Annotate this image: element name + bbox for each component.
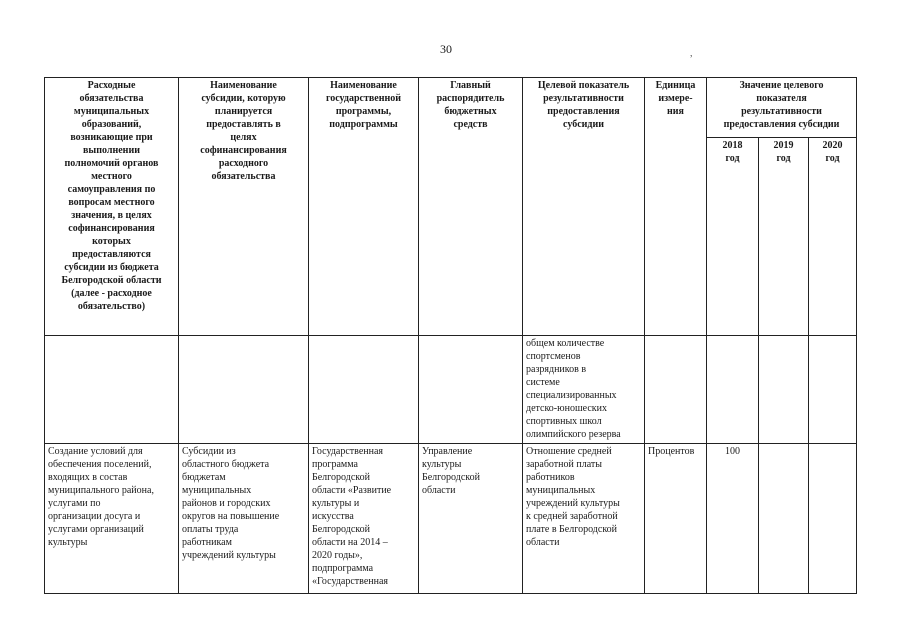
cell-administrator — [419, 336, 523, 444]
table-row — [45, 444, 857, 594]
header-target-indicator: Целевой показатель результативности предоставления субсидии — [523, 78, 645, 336]
page-number: 30 — [440, 42, 452, 56]
cell-2019 — [759, 444, 809, 594]
cell-2020 — [809, 336, 857, 444]
header-subsidy-name: Наименование субсидии, которую планируется предоставлять в целях софинансирования расходного обязательства — [179, 78, 309, 336]
cell-program — [309, 336, 419, 444]
header-budget-administrator: Главный распорядитель бюджетных средств — [419, 78, 523, 336]
cell-unit — [645, 336, 707, 444]
subsidy-table — [44, 77, 857, 594]
header-program-name: Наименование государственной программы, подпрограммы — [309, 78, 419, 336]
header-year-2019: 2019 год — [759, 138, 809, 336]
header-year-2020: 2020 год — [809, 138, 857, 336]
cell-administrator: Управление культуры Белгородской области — [419, 444, 523, 594]
cell-obligation — [45, 336, 179, 444]
cell-subsidy — [179, 336, 309, 444]
cell-obligation: Создание условий для обеспечения поселений, входящих в состав муниципального района, услугами по организации досуга и услугами организаций культуры — [45, 444, 179, 594]
scan-speck: , — [690, 48, 693, 59]
cell-indicator: Отношение средней заработной платы работников муниципальных учреждений культуры к средней заработной плате в Белгородской области — [523, 444, 645, 594]
cell-unit: Процентов — [645, 444, 707, 594]
header-unit: Единица измере- ния — [645, 78, 707, 336]
cell-subsidy: Субсидии из областного бюджета бюджетам муниципальных районов и городских округов на повышение оплаты труда работникам учреждений культуры — [179, 444, 309, 594]
cell-2018 — [707, 336, 759, 444]
header-obligations: Расходные обязательства муниципальных образований, возникающие при выполнении полномочий органов местного самоуправления по вопросам местного значения, в целях софинансирования которых предоставляются субсидии из бюджета Белгородской области (далее - расходное обязательство) — [45, 78, 179, 336]
header-row-1 — [45, 78, 857, 138]
cell-2020 — [809, 444, 857, 594]
cell-2018: 100 — [707, 444, 759, 594]
header-year-2018: 2018 год — [707, 138, 759, 336]
cell-2019 — [759, 336, 809, 444]
cell-program: Государственная программа Белгородской области «Развитие культуры и искусства Белгородской области на 2014 – 2020 годы», подпрограмма «Государственная — [309, 444, 419, 594]
cell-indicator: общем количестве спортсменов разрядников в системе специализированных детско-юношеских спортивных школ олимпийского резерва — [523, 336, 645, 444]
header-target-value: Значение целевого показателя результативности предоставления субсидии — [707, 78, 857, 138]
table-row — [45, 336, 857, 444]
